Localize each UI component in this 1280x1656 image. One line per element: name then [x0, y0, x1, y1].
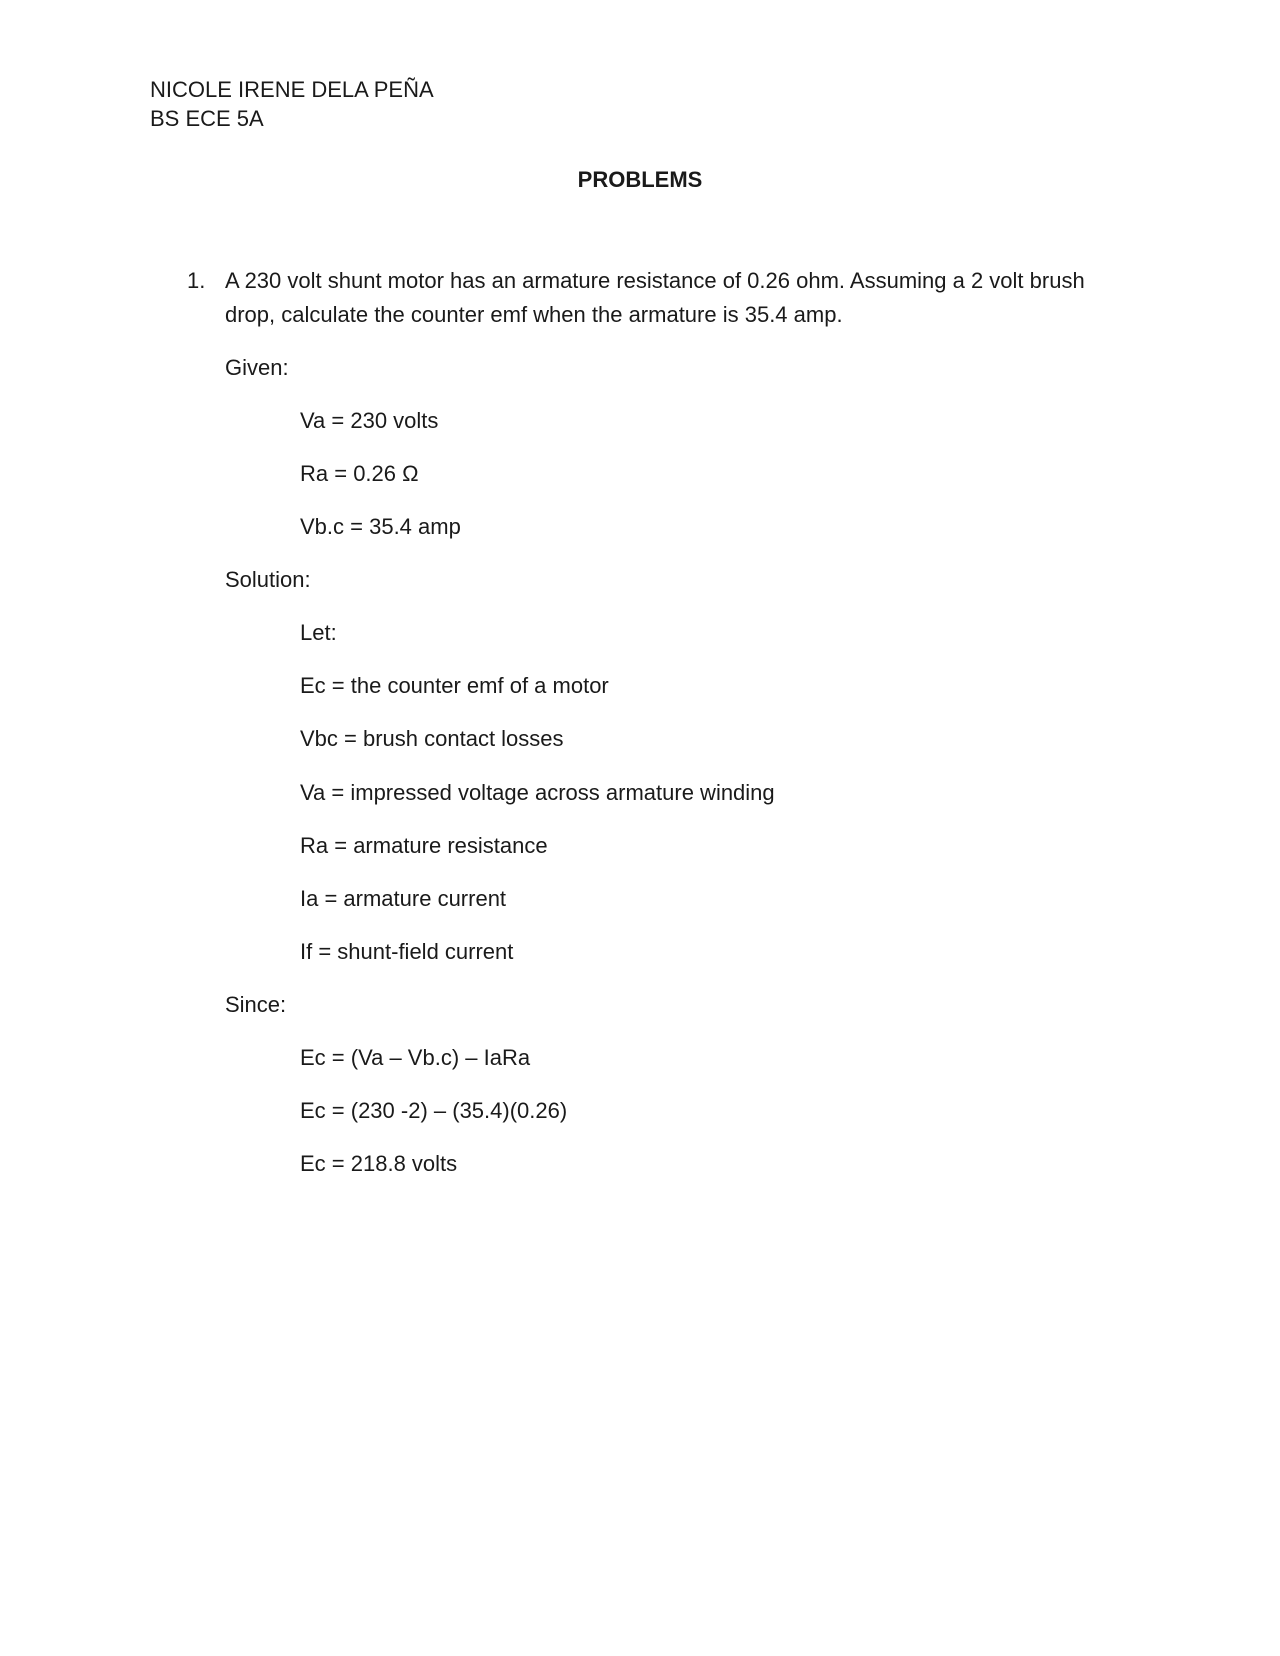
problem-statement-line-1: A 230 volt shunt motor has an armature resistance of 0.26 ohm. Assuming a 2 volt brush: [225, 268, 1085, 293]
page-title: PROBLEMS: [577, 167, 703, 192]
equation-line: Ec = (Va – Vb.c) – IaRa: [300, 1045, 531, 1070]
course-section: BS ECE 5A: [150, 106, 264, 131]
given-item: Va = 230 volts: [300, 408, 439, 433]
solution-label: Solution:: [225, 567, 311, 592]
problem-number: 1.: [187, 268, 206, 293]
since-label: Since:: [225, 992, 287, 1017]
definition-item: Ia = armature current: [300, 886, 507, 911]
definition-item: Ec = the counter emf of a motor: [300, 673, 609, 698]
equation-result: Ec = 218.8 volts: [300, 1151, 458, 1176]
definition-item: If = shunt-field current: [300, 939, 514, 964]
given-item: Vb.c = 35.4 amp: [300, 514, 461, 539]
given-label: Given:: [225, 355, 289, 380]
definition-item: Ra = armature resistance: [300, 833, 548, 858]
given-item: Ra = 0.26 Ω: [300, 461, 419, 486]
equation-line: Ec = (230 -2) – (35.4)(0.26): [300, 1098, 568, 1123]
definition-item: Va = impressed voltage across armature winding: [300, 780, 775, 805]
let-label: Let:: [300, 620, 337, 645]
definition-item: Vbc = brush contact losses: [300, 726, 564, 751]
author-name: NICOLE IRENE DELA PEÑA: [150, 77, 434, 102]
problem-statement-line-2: drop, calculate the counter emf when the armature is 35.4 amp.: [225, 302, 843, 327]
